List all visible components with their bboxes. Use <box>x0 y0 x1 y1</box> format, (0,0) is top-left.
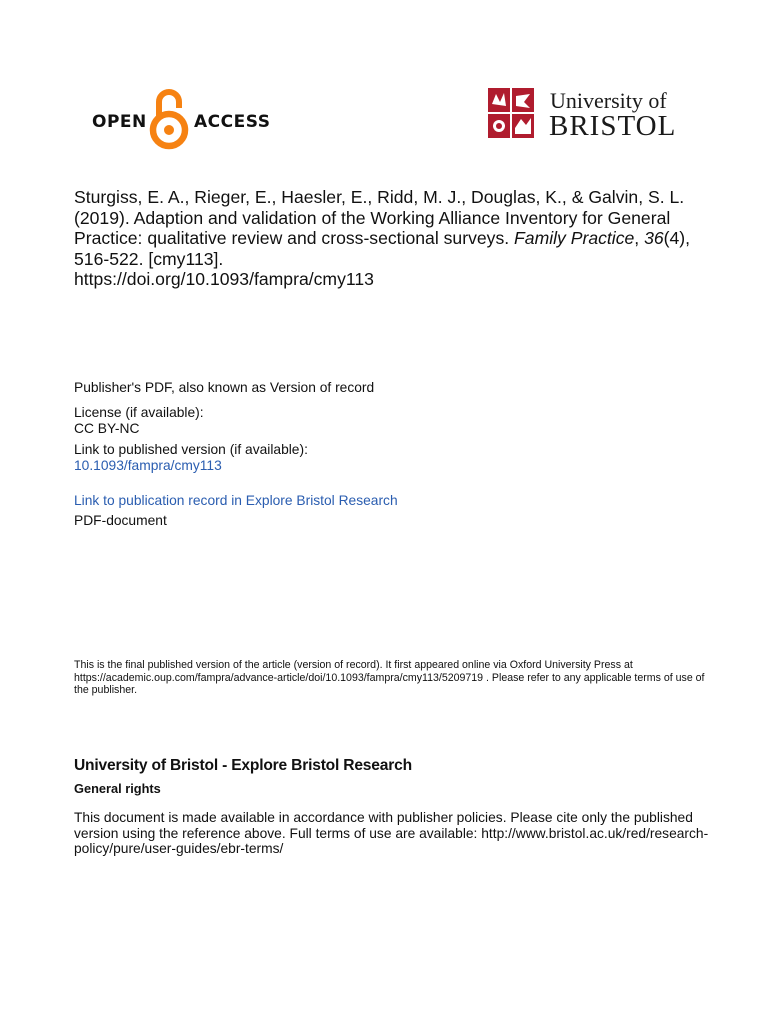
bristol-logo-line1: University of <box>550 88 667 113</box>
general-rights-heading: General rights <box>74 781 161 796</box>
version-statement: Publisher's PDF, also known as Version of record <box>74 380 375 395</box>
document-format: PDF-document <box>74 513 167 528</box>
explore-bristol-research-heading: University of Bristol - Explore Bristol Research <box>74 757 412 774</box>
citation <box>74 187 714 290</box>
citation-issue-pages: (4), 516-522. [cmy113]. <box>74 228 691 269</box>
bristol-logo-line2: BRISTOL <box>549 110 677 142</box>
open-access-word-access: ACCESS <box>194 112 271 132</box>
university-of-bristol-logo <box>488 88 688 142</box>
published-version-link[interactable]: 10.1093/fampra/cmy113 <box>74 458 222 473</box>
citation-authors-title: Sturgiss, E. A., Rieger, E., Haesler, E., Ridd, M. J., Douglas, K., & Galvin, S. L. (2019). Adaption and validation of the Working Alliance Inventory for General Practice: qualitative review and cross-sectional surveys. <box>74 187 685 248</box>
publication-note: This is the final published version of the article (version of record). It first appeared online via Oxford University Press at https://academic.oup.com/fampra/advance-article/doi/10.1093/fampra/cmy113/5209719 . Please refer to any applicable terms of use of the publisher. <box>74 659 705 696</box>
bristol-crest-icon <box>488 88 534 138</box>
open-lock-icon <box>148 86 190 150</box>
license-label: License (if available): <box>74 405 204 420</box>
license-value: CC BY-NC <box>74 421 140 436</box>
citation-separator: , <box>634 228 645 248</box>
open-access-word-open: OPEN <box>92 112 147 132</box>
open-access-logo <box>92 86 272 150</box>
explore-bristol-research-link[interactable]: Link to publication record in Explore Bristol Research <box>74 493 398 508</box>
published-link-label: Link to published version (if available): <box>74 442 308 457</box>
general-rights-text: This document is made available in accordance with publisher policies. Please cite only the published version using the reference above. Full terms of use are available: http://www.bristol.ac.uk/red/research-policy/pure/user-guides/ebr-terms/ <box>74 810 709 856</box>
citation-volume: 36 <box>644 228 664 248</box>
citation-journal: Family Practice <box>514 228 635 248</box>
citation-doi: https://doi.org/10.1093/fampra/cmy113 <box>74 269 374 289</box>
